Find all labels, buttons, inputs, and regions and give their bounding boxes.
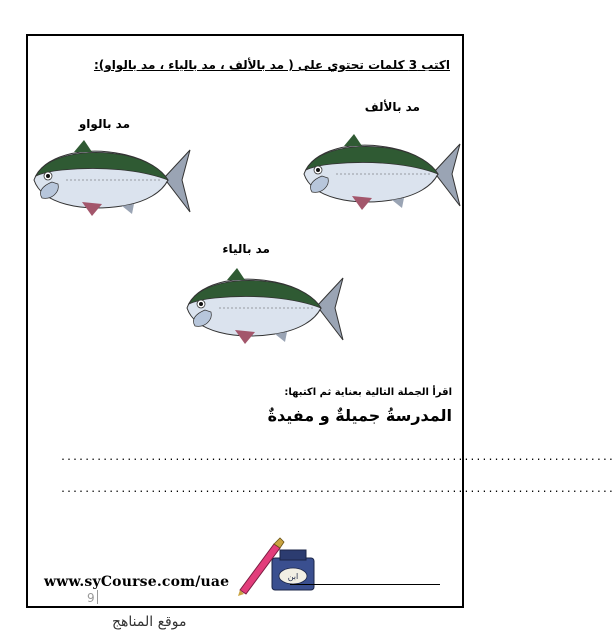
fish-image-waw <box>22 140 192 222</box>
pen-and-ink-icon <box>236 536 326 596</box>
site-name: موقع المناهج <box>112 614 187 630</box>
answer-line-2: ............................................................................................ <box>60 484 614 495</box>
read-instruction: اقرأ الجملة التالية بعناية ثم اكتبها: <box>284 387 452 398</box>
fish-label-alef: مد بالألف <box>364 100 420 114</box>
page-number-divider <box>97 590 98 604</box>
website-url[interactable]: www.syCourse.com/uae <box>44 574 230 590</box>
sentence-to-copy: المدرسةُ جميلةٌ و مفيدةٌ <box>267 406 452 425</box>
ink-label: ابن <box>287 572 299 581</box>
fish-label-yaa: مد بالياء <box>222 242 270 256</box>
fish-label-waw: مد بالواو <box>78 117 130 131</box>
fish-image-alef <box>292 134 462 216</box>
fish-image-yaa <box>175 268 345 350</box>
answer-line-1: ............................................................................................ <box>60 452 614 463</box>
worksheet-instruction: اكتب 3 كلمات تحتوي على ( مد بالألف ، مد بالياء ، مد بالواو): <box>93 58 450 72</box>
page-number: 9 <box>87 591 95 605</box>
footer-divider <box>290 584 440 585</box>
